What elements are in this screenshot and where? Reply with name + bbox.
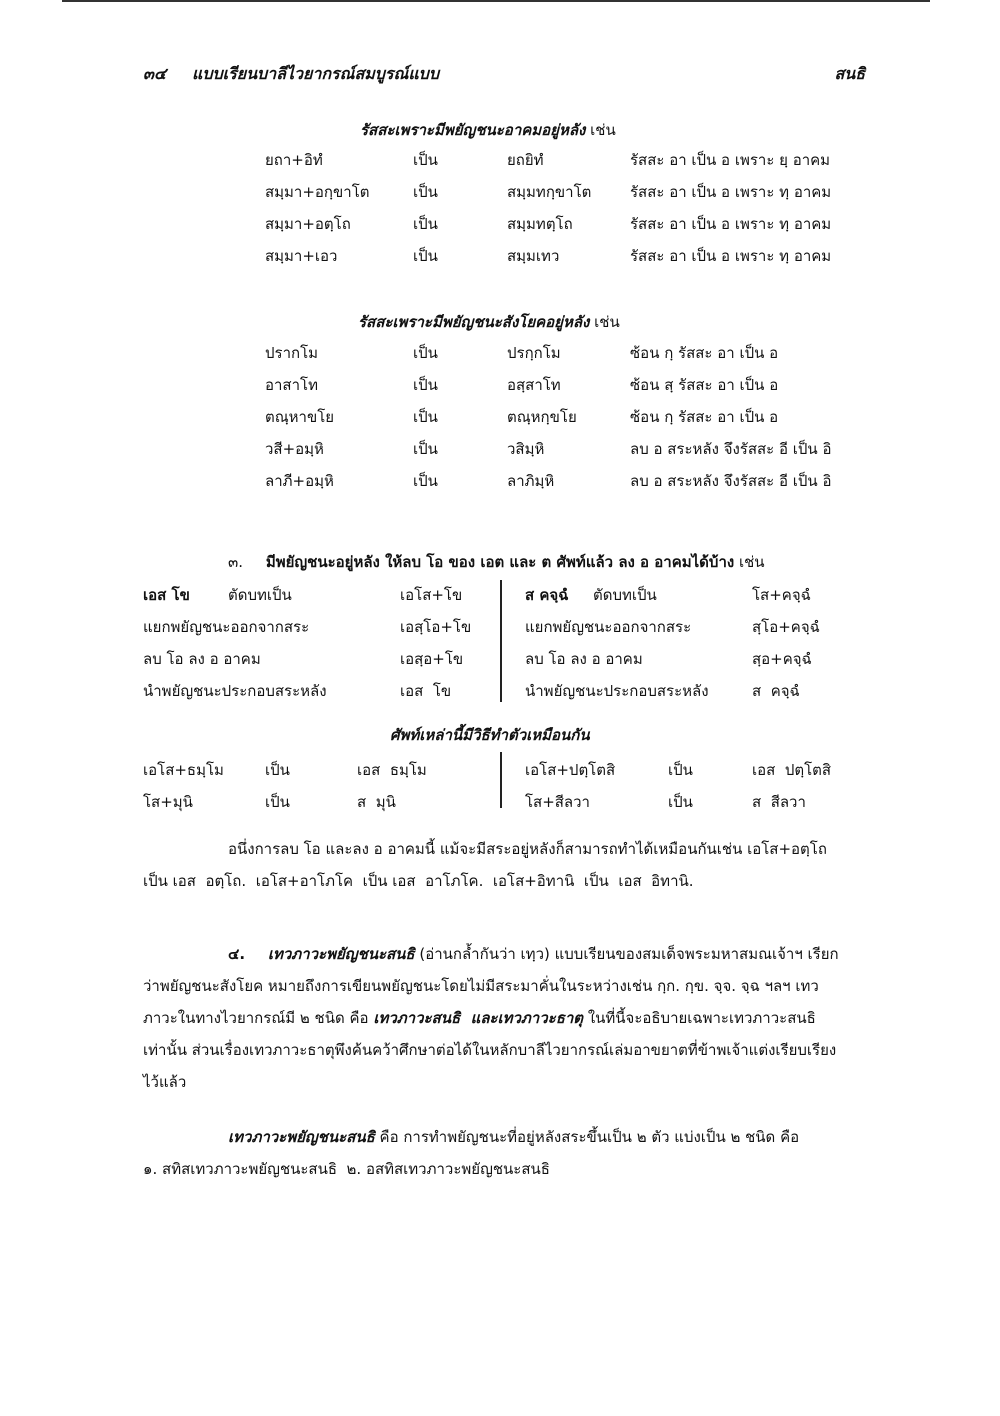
s1-r0-c: ยถยิทํ xyxy=(507,151,544,169)
s4-r1-e: เป็น xyxy=(668,793,693,811)
s2-r3-b: เป็น xyxy=(413,440,438,458)
s1-r0-b: เป็น xyxy=(413,151,438,169)
s4-r0-a: เอโส+ธมฺโม xyxy=(143,761,224,779)
s4-r0-f: เอส ปตฺโตสิ xyxy=(752,761,832,779)
section2-suffix: เช่น xyxy=(594,313,620,331)
rule4-line1-text: (อ่านกล้ำกันว่า เทฺว) แบบเรียนของสมเด็จพระมหาสมณเจ้าฯ เรียก xyxy=(419,945,839,963)
rule3-left-r1-value: เอสฺโอ+โข xyxy=(400,618,472,636)
rule4-line2: ว่าพยัญชนะสังโยค หมายถึงการเขียนพยัญชนะโดยไม่มีสระมาคั่นในระหว่างเช่น กฺก. กฺข. จฺจ. จฺฉ ฯลฯ เทว xyxy=(143,977,819,995)
rule4-types: เทวภาวะสนธิ และเทวภาวะธาตุ xyxy=(373,1009,584,1027)
rule3-right-word: ส คจฺฉํ xyxy=(525,586,569,604)
top-rule xyxy=(62,0,930,2)
rule4-line5: ไว้แล้ว xyxy=(143,1073,187,1091)
rule3-left-r3-label: นำพยัญชนะประกอบสระหลัง xyxy=(143,682,327,700)
rule3-left-r2-label: ลบ โอ ลง อ อาคม xyxy=(143,650,261,668)
s2-r4-c: ลาภิมฺหิ xyxy=(507,472,555,490)
rule3-right-r3-value: ส คจฺฉํ xyxy=(752,682,800,700)
s4-r0-e: เป็น xyxy=(668,761,693,779)
section1-heading xyxy=(360,118,616,142)
s2-r2-d: ซ้อน กฺ รัสสะ อา เป็น อ xyxy=(630,408,779,426)
section1-suffix: เช่น xyxy=(590,121,616,139)
s1-r1-a: สมฺมา+อกฺขาโต xyxy=(265,183,370,201)
rule4-line4: เท่านั้น ส่วนเรื่องเทวภาวะธาตุพึงค้นคว้าศึกษาต่อได้ในหลักบาลีไวยากรณ์เล่มอาขยาตที่ข้าพเจ้าแต่งเรียบเรียง xyxy=(143,1041,837,1059)
s1-r3-a: สมฺมา+เอว xyxy=(265,247,338,265)
s1-r0-a: ยถา+อิทํ xyxy=(265,151,323,169)
paragraph2-line2: ๑. สทิสเทวภาวะพยัญชนะสนธิ ๒. อสทิสเทวภาวะพยัญชนะสนธิ xyxy=(143,1160,550,1178)
s2-r2-c: ตณฺหกฺขโย xyxy=(507,408,577,426)
rule3-right-r2-value: สฺอ+คจฺฉํ xyxy=(752,650,812,668)
section2-heading xyxy=(358,310,620,334)
section2-title: รัสสะเพราะมีพยัญชนะสังโยคอยู่หลัง xyxy=(358,313,590,331)
rule4-line3-tail: ในที่นี้จะอธิบายเฉพาะเทวภาวะสนธิ xyxy=(587,1009,816,1027)
rule4-number: ๔. xyxy=(228,945,246,963)
s2-r4-d: ลบ อ สระหลัง จึงรัสสะ อี เป็น อิ xyxy=(630,472,832,490)
s2-r1-d: ซ้อน สฺ รัสสะ อา เป็น อ xyxy=(630,376,779,394)
section4-title: ศัพท์เหล่านี้มีวิธีทำตัวเหมือนกัน xyxy=(390,726,590,744)
rule3-left-r1-label: แยกพยัญชนะออกจากสระ xyxy=(143,618,310,636)
rule4-line3-text: ภาวะในทางไวยากรณ์มี ๒ ชนิด คือ xyxy=(143,1009,369,1027)
rule3-right-r0-value: โส+คจฺฉํ xyxy=(752,586,811,604)
s4-r1-d: โส+สีลวา xyxy=(525,793,590,811)
s1-r1-c: สมฺมทกฺขาโต xyxy=(507,183,592,201)
s2-r0-c: ปรกฺกโม xyxy=(507,344,561,362)
paragraph2-line1-text: คือ การทำพยัญชนะที่อยู่หลังสระขึ้นเป็น ๒ ตัว แบ่งเป็น ๒ ชนิด คือ xyxy=(379,1128,800,1146)
s4-r1-c: ส มุนิ xyxy=(357,793,396,811)
rule3-right-r1-label: แยกพยัญชนะออกจากสระ xyxy=(525,618,692,636)
rule4-line3 xyxy=(143,1006,816,1030)
s2-r3-a: วสี+อมฺหิ xyxy=(265,440,324,458)
s2-r0-d: ซ้อน กฺ รัสสะ อา เป็น อ xyxy=(630,344,779,362)
s2-r4-a: ลาภี+อมฺหิ xyxy=(265,472,334,490)
book-title: แบบเรียนบาลีไวยากรณ์สมบูรณ์แบบ xyxy=(192,64,439,83)
s1-r0-d: รัสสะ อา เป็น อ เพราะ ยฺ อาคม xyxy=(630,151,831,169)
paragraph2-bold: เทวภาวะพยัญชนะสนธิ xyxy=(228,1128,375,1146)
s1-r1-b: เป็น xyxy=(413,183,438,201)
s1-r2-c: สมฺมทตฺโถ xyxy=(507,215,573,233)
s2-r1-a: อาสาโท xyxy=(265,376,318,394)
rule3-number: ๓. xyxy=(228,553,244,571)
rule3-right-r2-label: ลบ โอ ลง อ อาคม xyxy=(525,650,643,668)
s1-r3-d: รัสสะ อา เป็น อ เพราะ ทฺ อาคม xyxy=(630,247,832,265)
s1-r3-c: สมฺมเทว xyxy=(507,247,560,265)
s4-r0-b: เป็น xyxy=(265,761,290,779)
s2-r0-a: ปรากโม xyxy=(265,344,319,362)
s1-r2-b: เป็น xyxy=(413,215,438,233)
rule3-left-r3-value: เอส โข xyxy=(400,682,452,700)
rule3-text: มีพยัญชนะอยู่หลัง ให้ลบ โอ ของ เอต และ ต ศัพท์แล้ว ลง อ อาคมได้บ้าง xyxy=(265,553,735,571)
rule3-heading xyxy=(228,550,765,574)
page-number: ๓๔ xyxy=(143,64,167,83)
rule3-left-r0-label: ตัดบทเป็น xyxy=(228,586,292,604)
s2-r4-b: เป็น xyxy=(413,472,438,490)
section1-title: รัสสะเพราะมีพยัญชนะอาคมอยู่หลัง xyxy=(360,121,586,139)
s1-r2-d: รัสสะ อา เป็น อ เพราะ ทฺ อาคม xyxy=(630,215,832,233)
rule3-left-r2-value: เอสฺอ+โข xyxy=(400,650,464,668)
s1-r3-b: เป็น xyxy=(413,247,438,265)
s4-r0-c: เอส ธมฺโม xyxy=(357,761,427,779)
section-name: สนธิ xyxy=(834,64,865,83)
s2-r1-b: เป็น xyxy=(413,376,438,394)
rule4-title: เทวภาวะพยัญชนะสนธิ xyxy=(267,945,415,963)
s2-r3-c: วสิมฺหิ xyxy=(507,440,545,458)
paragraph2-line1 xyxy=(228,1125,799,1149)
rule3-right-r1-value: สฺโอ+คจฺฉํ xyxy=(752,618,820,636)
s4-r0-d: เอโส+ปตฺโตสิ xyxy=(525,761,616,779)
s2-r3-d: ลบ อ สระหลัง จึงรัสสะ อี เป็น อิ xyxy=(630,440,832,458)
paragraph1-line1: อนึ่งการลบ โอ และลง อ อาคมนี้ แม้จะมีสระอยู่หลังก็สามารถทำได้เหมือนกันเช่น เอโส+อตฺโถ xyxy=(228,840,827,858)
rule3-divider xyxy=(500,580,502,702)
section4-divider xyxy=(500,752,502,808)
rule3-suffix: เช่น xyxy=(738,553,765,571)
rule4-line1 xyxy=(228,942,839,966)
s1-r2-a: สมฺมา+อตฺโถ xyxy=(265,215,351,233)
s4-r1-a: โส+มุนิ xyxy=(143,793,193,811)
s2-r1-c: อสฺสาโท xyxy=(507,376,561,394)
s2-r2-a: ตณฺหาขโย xyxy=(265,408,335,426)
s1-r1-d: รัสสะ อา เป็น อ เพราะ ทฺ อาคม xyxy=(630,183,832,201)
rule3-left-word: เอส โข xyxy=(143,586,190,604)
s2-r2-b: เป็น xyxy=(413,408,438,426)
s2-r0-b: เป็น xyxy=(413,344,438,362)
rule3-right-r0-label: ตัดบทเป็น xyxy=(593,586,657,604)
paragraph1-line2: เป็น เอส อตฺโถ. เอโส+อาโภโค เป็น เอส อาโภโค. เอโส+อิทานิ เป็น เอส อิทานิ. xyxy=(143,872,694,890)
rule3-right-r3-label: นำพยัญชนะประกอบสระหลัง xyxy=(525,682,709,700)
s4-r1-f: ส สีลวา xyxy=(752,793,806,811)
s4-r1-b: เป็น xyxy=(265,793,290,811)
rule3-left-r0-value: เอโส+โข xyxy=(400,586,463,604)
